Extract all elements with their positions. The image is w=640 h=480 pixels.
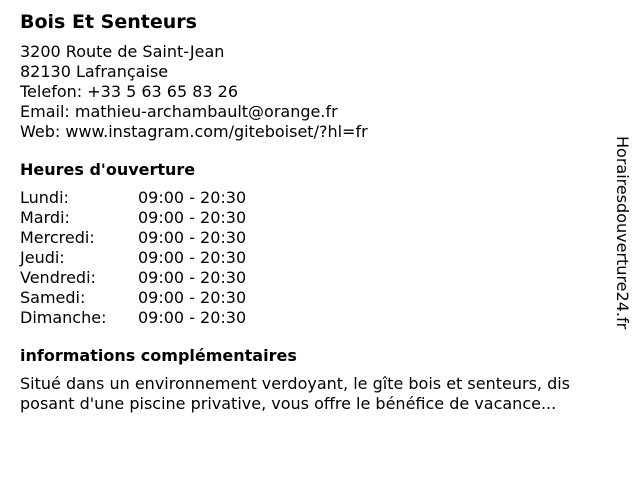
additional-info-text <box>20 374 620 414</box>
phone-line: Telefon: +33 5 63 65 83 26 <box>20 82 239 101</box>
hours-day: Lundi: <box>20 188 69 207</box>
hours-row-sunday <box>20 308 610 328</box>
site-watermark-text: Horairesdouverture24.fr <box>613 136 632 330</box>
additional-info-line-1: Situé dans un environnement verdoyant, le gîte bois et senteurs, dis <box>20 374 571 393</box>
hours-row-friday <box>20 268 610 288</box>
hours-row-thursday <box>20 248 610 268</box>
hours-row-saturday <box>20 288 610 308</box>
hours-time: 09:00 - 20:30 <box>138 288 247 307</box>
hours-row-wednesday <box>20 228 610 248</box>
hours-time: 09:00 - 20:30 <box>138 228 247 247</box>
hours-row-tuesday <box>20 208 610 228</box>
hours-time: 09:00 - 20:30 <box>138 208 247 227</box>
site-watermark <box>612 136 632 346</box>
hours-day: Mercredi: <box>20 228 95 247</box>
email-line: Email: mathieu-archambault@orange.fr <box>20 102 338 121</box>
address-line-2: 82130 Lafrançaise <box>20 62 169 81</box>
website-line: Web: www.instagram.com/giteboiset/?hl=fr <box>20 122 368 141</box>
opening-hours-title: Heures d'ouverture <box>20 160 196 179</box>
hours-day: Vendredi: <box>20 268 96 287</box>
hours-day: Dimanche: <box>20 308 107 327</box>
hours-time: 09:00 - 20:30 <box>138 268 247 287</box>
business-name: Bois Et Senteurs <box>20 11 197 33</box>
hours-day: Mardi: <box>20 208 70 227</box>
hours-day: Jeudi: <box>20 248 65 267</box>
additional-info-title: informations complémentaires <box>20 346 297 365</box>
hours-time: 09:00 - 20:30 <box>138 308 247 327</box>
address-line-1: 3200 Route de Saint-Jean <box>20 42 225 61</box>
hours-time: 09:00 - 20:30 <box>138 248 247 267</box>
business-details <box>20 10 610 414</box>
hours-time: 09:00 - 20:30 <box>138 188 247 207</box>
additional-info-line-2: posant d'une piscine privative, vous offre le bénéfice de vacance... <box>20 394 557 413</box>
hours-day: Samedi: <box>20 288 86 307</box>
hours-row-monday <box>20 188 610 208</box>
